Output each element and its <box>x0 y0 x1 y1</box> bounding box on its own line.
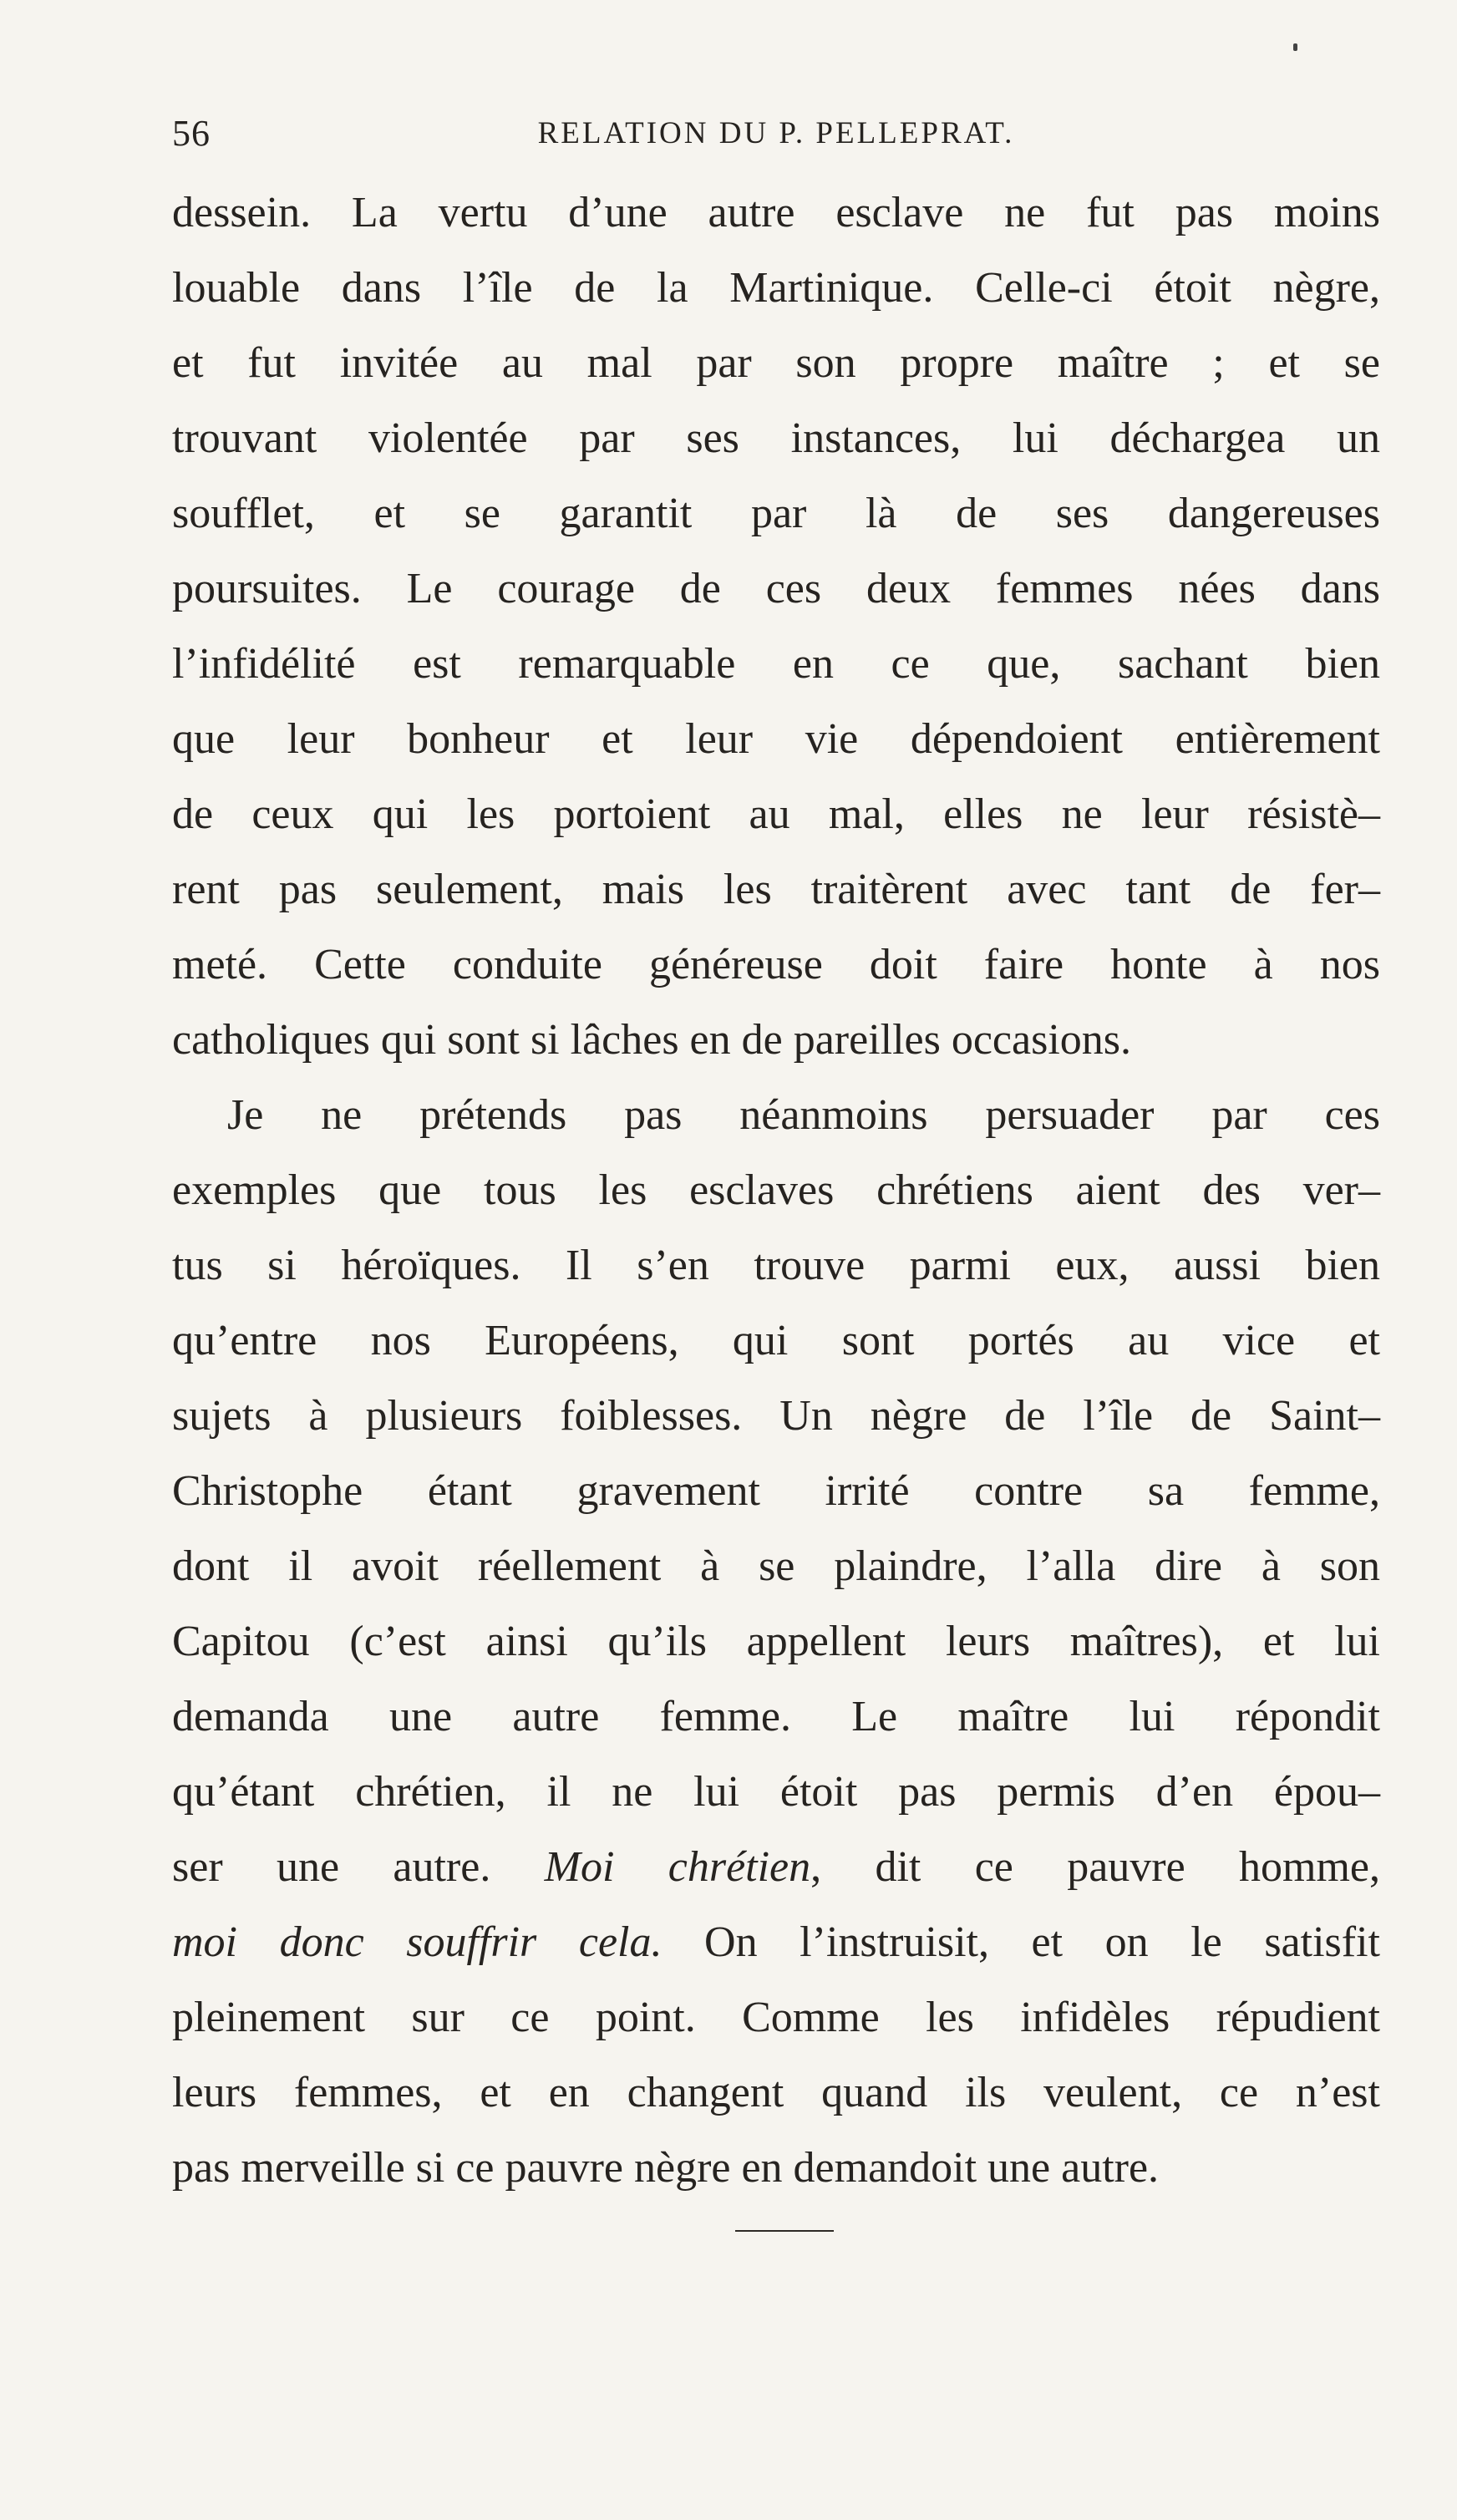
text-line: qu’entre nos Européens, qui sont portés au vice et <box>172 1317 1380 1364</box>
text-line: demanda une autre femme. Le maître lui répondit <box>172 1693 1380 1740</box>
text-line: tus si héroïques. Il s’en trouve parmi eux, aussi bien <box>172 1242 1380 1289</box>
text-line: meté. Cette conduite généreuse doit faire honte à nos <box>172 941 1380 988</box>
text-line-with-italic <box>172 1905 1380 1980</box>
paragraph-1 <box>172 175 1380 1078</box>
text-run: On l’instruisit, et on le satisfit <box>662 1918 1380 1966</box>
text-line: trouvant violentée par ses instances, lui déchargea un <box>172 414 1380 462</box>
ink-speck <box>1293 43 1297 51</box>
text-line: qu’étant chrétien, il ne lui étoit pas permis d’en épou– <box>172 1768 1380 1816</box>
text-line: de ceux qui les portoient au mal, elles ne leur résistè– <box>172 790 1380 838</box>
text-line: dont il avoit réellement à se plaindre, l’alla dire à son <box>172 1542 1380 1590</box>
text-line: rent pas seulement, mais les traitèrent avec tant de fer– <box>172 866 1380 913</box>
text-line: pas merveille si ce pauvre nègre en demandoit une autre. <box>172 2144 1160 2192</box>
text-run: , dit ce pauvre homme, <box>810 1843 1380 1891</box>
italic-run: Moi chrétien <box>544 1843 811 1891</box>
text-line: que leur bonheur et leur vie dépendoient entièrement <box>172 715 1380 763</box>
text-line: poursuites. Le courage de ces deux femmes nées dans <box>172 565 1380 612</box>
text-line: Christophe étant gravement irrité contre sa femme, <box>172 1467 1380 1515</box>
text-line: soufflet, et se garantit par là de ses dangereuses <box>172 490 1380 537</box>
body-text <box>172 175 1380 2206</box>
text-line: dessein. La vertu d’une autre esclave ne fut pas moins <box>172 189 1380 236</box>
page-number: 56 <box>172 113 211 154</box>
text-line: Je ne prétends pas néanmoins persuader par ces <box>227 1091 1380 1139</box>
text-line: et fut invitée au mal par son propre maître ; et se <box>172 339 1380 387</box>
section-rule <box>735 2230 834 2232</box>
text-run: ser une autre. <box>172 1843 545 1891</box>
page-header <box>172 109 1380 159</box>
text-line: leurs femmes, et en changent quand ils veulent, ce n’est <box>172 2069 1380 2116</box>
text-line: louable dans l’île de la Martinique. Celle-ci étoit nègre, <box>172 264 1380 312</box>
text-line: Capitou (c’est ainsi qu’ils appellent leurs maîtres), et lui <box>172 1618 1380 1665</box>
text-line: pleinement sur ce point. Comme les infidèles répudient <box>172 1994 1380 2041</box>
text-line: catholiques qui sont si lâches en de pareilles occasions. <box>172 1016 1132 1064</box>
text-line-with-italic <box>172 1830 1380 1905</box>
text-line: l’infidélité est remarquable en ce que, sachant bien <box>172 640 1380 688</box>
paragraph-2 <box>172 1078 1380 2206</box>
text-line: sujets à plusieurs foiblesses. Un nègre de l’île de Saint– <box>172 1392 1380 1440</box>
running-title: RELATION DU P. PELLEPRAT. <box>537 116 1015 150</box>
text-line: exemples que tous les esclaves chrétiens aient des ver– <box>172 1166 1380 1214</box>
italic-run: moi donc souffrir cela. <box>172 1918 663 1966</box>
